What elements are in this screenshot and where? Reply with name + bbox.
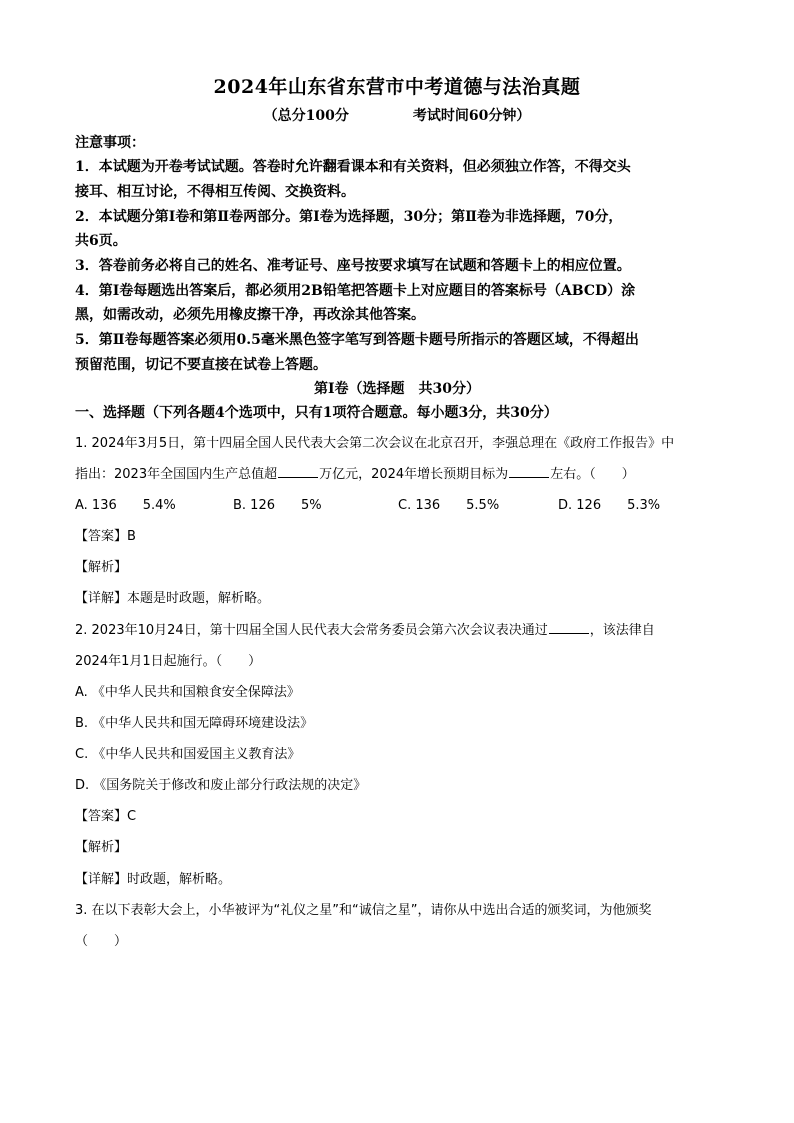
option-d: D. 《国务院关于修改和废止部分行政法规的决定》 — [75, 778, 367, 793]
notice-line: 预留范围，切记不要直接在试卷上答题。 — [75, 357, 327, 373]
question-3-line: （ ） — [75, 934, 128, 949]
question-1-line: 1. 2024年3月5日，第十四届全国人民代表大会第二次会议在北京召开，李强总理在《政府工作报告》中 — [75, 436, 675, 451]
answer-blank — [549, 621, 589, 634]
answer-blank — [278, 465, 318, 478]
question-2-line: 2. 2023年10月24日，第十四届全国人民代表大会常务委员会第六次会议表决通过 ，该法律自 — [75, 623, 655, 638]
notice-line: 3．答卷前务必将自己的姓名、准考证号、座号按要求填写在试题和答题卡上的相应位置。 — [75, 258, 631, 274]
analysis-label: 【解析】 — [75, 560, 128, 575]
option-c: C. 136 5.5% — [398, 498, 500, 513]
option-b: B. 《中华人民共和国无障碍环境建设法》 — [75, 716, 314, 731]
answer-label: 【答案】B — [75, 529, 136, 544]
option-d: D. 126 5.3% — [558, 498, 661, 513]
detail-text: 【详解】本题是时政题，解析略。 — [75, 591, 271, 606]
answer-blank — [509, 465, 549, 478]
notice-line: 2．本试题分第Ⅰ卷和第Ⅱ卷两部分。第Ⅰ卷为选择题，30分；第Ⅱ卷为非选择题，70分， — [75, 209, 623, 225]
exam-time: 考试时间60分钟） — [412, 108, 531, 124]
section-heading: 一、选择题（下列各题4个选项中，只有1项符合题意。每小题3分，共30分） — [75, 405, 558, 421]
option-a: A. 136 5.4% — [75, 498, 176, 513]
detail-text: 【详解】时政题，解析略。 — [75, 872, 232, 887]
notice-line: 黑，如需改动，必须先用橡皮擦干净，再改涂其他答案。 — [75, 307, 425, 323]
notice-line: 共6页。 — [75, 233, 127, 249]
option-a: A. 《中华人民共和国粮食安全保障法》 — [75, 685, 300, 700]
notice-line: 接耳、相互讨论，不得相互传阅、交换资料。 — [75, 184, 355, 200]
answer-label: 【答案】C — [75, 809, 137, 824]
question-3-line: 3. 在以下表彰大会上，小华被评为“礼仪之星”和“诚信之星”，请你从中选出合适的颁奖词，为他颁奖 — [75, 903, 652, 918]
notice-line: 5．第Ⅱ卷每题答案必须用0.5毫米黑色签字笔写到答题卡题号所指示的答题区域，不得超出 — [75, 332, 639, 348]
total-score: （总分100分 — [263, 108, 349, 124]
notice-line: 1．本试题为开卷考试试题。答卷时允许翻看课本和有关资料，但必须独立作答，不得交头 — [75, 159, 631, 175]
analysis-label: 【解析】 — [75, 840, 128, 855]
notice-line: 4．第Ⅰ卷每题选出答案后，都必须用2B铅笔把答题卡上对应题目的答案标号（ABCD）涂 — [75, 283, 636, 299]
option-b: B. 126 5% — [233, 498, 322, 513]
option-c: C. 《中华人民共和国爱国主义教育法》 — [75, 747, 301, 762]
section-title: 第Ⅰ卷（选择题 共30分） — [313, 381, 481, 397]
page-title: 2024年山东省东营市中考道德与法治真题 — [213, 76, 581, 98]
exam-meta — [0, 105, 794, 125]
question-1-line: 指出：2023年全国国内生产总值超 万亿元，2024年增长预期目标为 左右。（ ） — [75, 467, 635, 482]
notice-heading: 注意事项： — [75, 135, 145, 151]
question-2-line: 2024年1月1日起施行。（ ） — [75, 654, 262, 669]
